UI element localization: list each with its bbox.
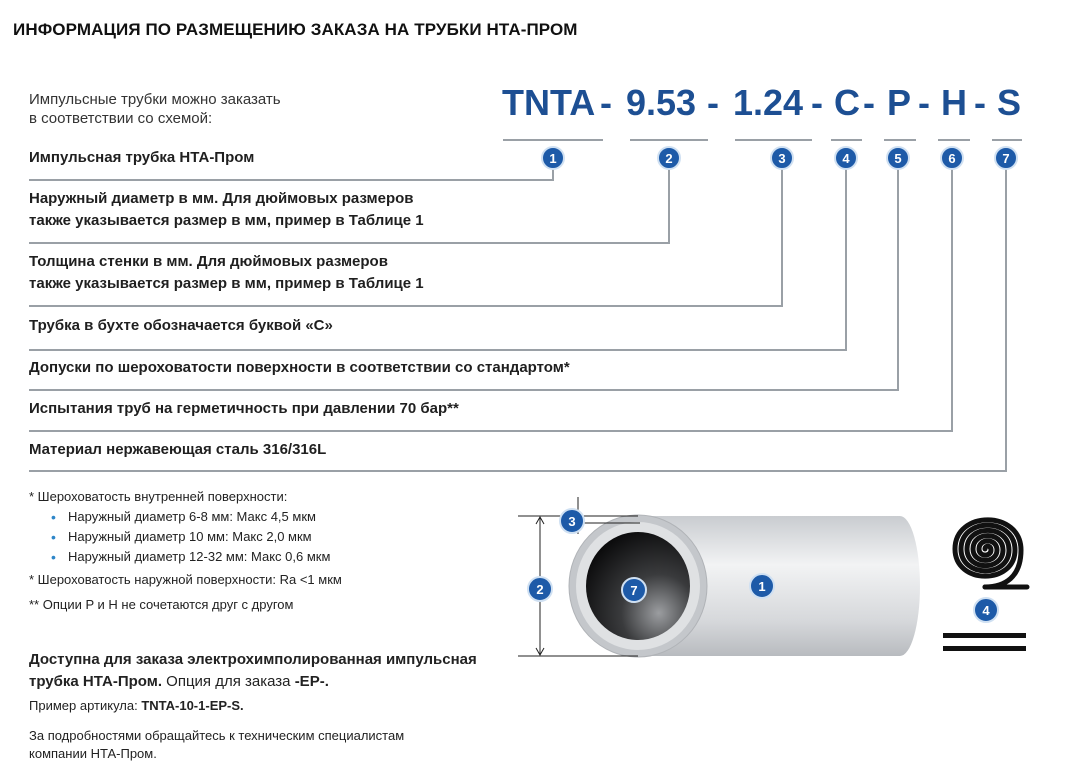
- page-title: ИНФОРМАЦИЯ ПО РАЗМЕЩЕНИЮ ЗАКАЗА НА ТРУБКИ НТА-ПРОМ: [13, 20, 578, 39]
- definition-2-line-2: также указывается размер в мм, пример в Таблице 1: [29, 212, 424, 229]
- diagram-badge-7-label: 7: [630, 583, 638, 598]
- diagram-badge-2-label: 2: [536, 582, 544, 597]
- marker-7-label: 7: [1002, 151, 1010, 166]
- definition-2-line-1: Наружный диаметр в мм. Для дюймовых размеров: [29, 190, 414, 207]
- coil-illustration: [935, 505, 1035, 660]
- definition-3: [29, 251, 424, 295]
- definition-3-line-2: также указывается размер в мм, пример в Таблице 1: [29, 275, 424, 292]
- definition-2: [29, 188, 424, 232]
- availability-normal: Опция для заказа: [162, 673, 295, 690]
- definition-7: [29, 439, 326, 461]
- marker-4: [835, 147, 857, 169]
- code-token-diameter: 9.53: [626, 82, 697, 123]
- code-sep-1: -: [600, 82, 612, 123]
- diagram-badge-4-label: 4: [982, 603, 990, 618]
- diagram-badge-3-label: 3: [568, 514, 576, 529]
- marker-1-label: 1: [549, 151, 557, 166]
- code-token-h: H: [941, 82, 967, 123]
- contact-text: За подробностями обращайтесь к техническим специалистам компании НТА-Пром.: [29, 728, 405, 761]
- marker-5-label: 5: [894, 151, 902, 166]
- inner-roughness-list: [29, 509, 342, 569]
- diagram-badge-1: [750, 574, 774, 598]
- marker-badges: [542, 147, 1017, 169]
- marker-6-label: 6: [948, 151, 956, 166]
- code-sep-3: -: [811, 82, 823, 123]
- diagram-badge-7: [622, 578, 646, 602]
- coil-icon: [955, 520, 1027, 587]
- definition-3-line-1: Толщина стенки в мм. Для дюймовых размеров: [29, 253, 388, 270]
- marker-2-label: 2: [665, 151, 673, 166]
- example-label: Пример артикула:: [29, 698, 142, 713]
- definition-7-line-1: Материал нержавеющая сталь 316/316L: [29, 441, 327, 458]
- code-sep-2: -: [707, 82, 719, 123]
- intro-line-2: в соответствии со схемой:: [29, 110, 213, 127]
- diagram-badge-4: [974, 598, 998, 622]
- diagram-badge-1-label: 1: [758, 579, 766, 594]
- marker-1: [542, 147, 564, 169]
- definition-6-line-1: Испытания труб на герметичность при давлении 70 бар**: [29, 400, 459, 417]
- tube-illustration: [500, 490, 940, 680]
- availability-block: [29, 649, 509, 693]
- definition-5-line-1: Допуски по шероховатости поверхности в соответствии со стандартом*: [29, 359, 570, 376]
- definition-4-line-1: Трубка в бухте обозначается буквой «С»: [29, 317, 333, 334]
- connector-1: [29, 168, 553, 180]
- definition-6: [29, 398, 459, 420]
- code-token-tnta: TNTA: [502, 82, 596, 123]
- definition-1: [29, 147, 254, 169]
- code-token-wall: 1.24: [733, 82, 804, 123]
- definition-4: [29, 315, 333, 337]
- marker-5: [887, 147, 909, 169]
- code-token-s: S: [997, 82, 1022, 123]
- marker-4-label: 4: [842, 151, 850, 166]
- diagram-badge-2: [528, 577, 552, 601]
- code-token-p: P: [887, 82, 912, 123]
- code-sep-6: -: [974, 82, 986, 123]
- inner-roughness-title: * Шероховатость внутренней поверхности:: [29, 489, 288, 504]
- example-code: TNTA-10-1-EP-S.: [141, 698, 244, 713]
- code-sep-5: -: [918, 82, 930, 123]
- availability-option-code: -EP-.: [294, 673, 329, 690]
- list-item: • Наружный диаметр 6-8 мм: Макс 4,5 мкм: [68, 509, 342, 529]
- options-note: ** Опции P и H не сочетаются друг с другом: [29, 597, 294, 612]
- code-sep-4: -: [863, 82, 875, 123]
- notes-block: [29, 489, 342, 612]
- marker-3: [771, 147, 793, 169]
- intro-line-1: Импульсные трубки можно заказать: [29, 91, 281, 108]
- marker-6: [941, 147, 963, 169]
- marker-2: [658, 147, 680, 169]
- coil-base-lines: [943, 633, 1026, 651]
- list-item: • Наружный диаметр 10 мм: Макс 2,0 мкм: [68, 529, 342, 549]
- marker-3-label: 3: [778, 151, 786, 166]
- example-line: [29, 698, 244, 713]
- outer-roughness-note: * Шероховатость наружной поверхности: Ra <1 мкм: [29, 572, 342, 587]
- availability-bold: Доступна для заказа электрохимполированная импульсная трубка НТА-Пром.: [29, 651, 477, 690]
- list-item: • Наружный диаметр 12-32 мм: Макс 0,6 мкм: [68, 549, 342, 569]
- marker-7: [995, 147, 1017, 169]
- diagram-badge-3: [560, 509, 584, 533]
- code-token-coil: C: [834, 82, 860, 123]
- definition-5: [29, 357, 570, 379]
- definition-1-line-1: Импульсная трубка НТА-Пром: [29, 149, 255, 166]
